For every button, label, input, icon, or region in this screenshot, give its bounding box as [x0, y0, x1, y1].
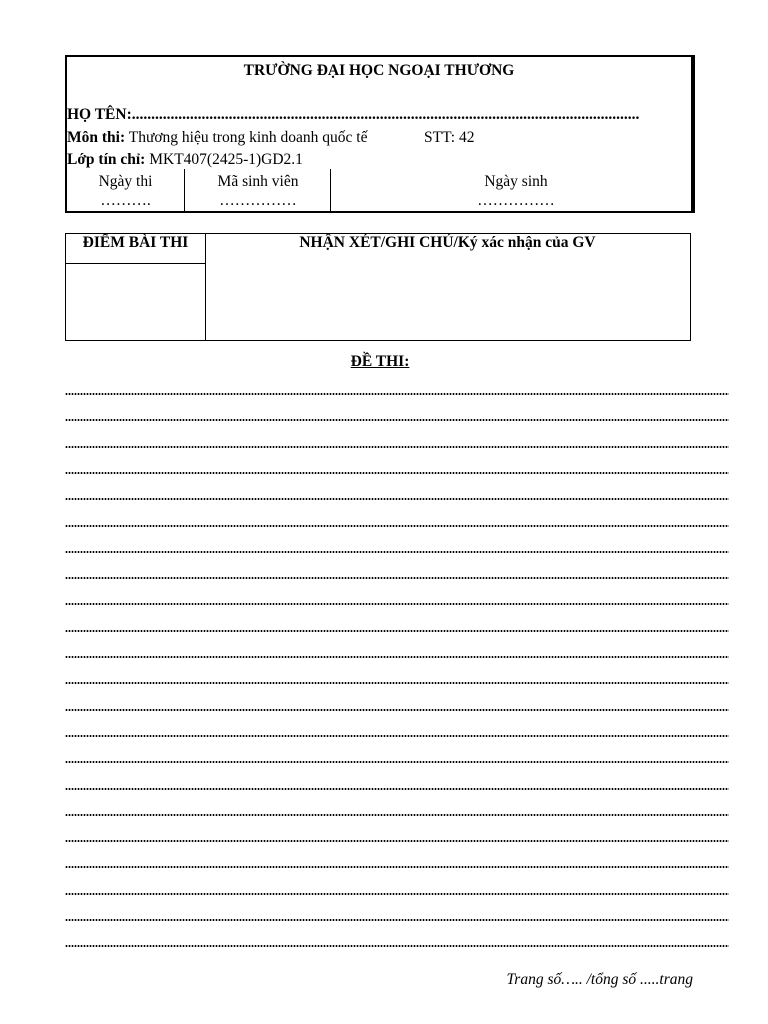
subject-value: Thương hiệu trong kinh doanh quốc tế: [128, 129, 368, 146]
answer-line[interactable]: [65, 446, 729, 448]
student-name-field[interactable]: ...................................................................................................................................: [131, 106, 640, 123]
class-line: [67, 151, 303, 169]
birth-date-field[interactable]: ……………: [477, 192, 555, 209]
class-value: MKT407(2425-1)GD2.1: [149, 151, 303, 168]
school-name: TRƯỜNG ĐẠI HỌC NGOẠI THƯƠNG: [243, 62, 515, 79]
exam-title: ĐỀ THI:: [350, 353, 410, 370]
exam-header-box: [65, 55, 693, 213]
answer-line[interactable]: [65, 393, 729, 395]
answer-line[interactable]: [65, 866, 729, 868]
stt-value: STT: 42: [424, 129, 475, 146]
student-id-cell: [184, 169, 331, 213]
answer-line[interactable]: [65, 945, 729, 947]
score-title: ĐIỂM BÀI THI: [66, 234, 205, 264]
student-id-field[interactable]: ……………: [219, 192, 297, 209]
student-name-line: [67, 106, 639, 124]
class-label: Lớp tín chỉ:: [67, 151, 146, 168]
answer-line[interactable]: [65, 498, 729, 500]
comment-title: NHẬN XÉT/GHI CHÚ/Ký xác nhận của GV: [299, 234, 596, 251]
answer-line[interactable]: [65, 682, 729, 684]
answer-line[interactable]: [65, 814, 729, 816]
birth-date-cell: [330, 169, 701, 213]
answer-line[interactable]: [65, 709, 729, 711]
page-number-footer: Trang số….. /tổng số .....trang: [506, 971, 693, 988]
answer-line[interactable]: [65, 919, 729, 921]
subject-line: [67, 129, 367, 147]
student-id-label: Mã sinh viên: [217, 173, 299, 190]
answer-line[interactable]: [65, 472, 729, 474]
answer-line[interactable]: [65, 735, 729, 737]
student-name-label: HỌ TÊN:: [67, 106, 132, 123]
answer-line[interactable]: [65, 419, 729, 421]
exam-date-field[interactable]: ……….: [100, 192, 151, 209]
score-column: [66, 234, 206, 340]
answer-line[interactable]: [65, 603, 729, 605]
answer-line[interactable]: [65, 840, 729, 842]
exam-date-label: Ngày thi: [98, 173, 153, 190]
answer-line[interactable]: [65, 551, 729, 553]
subject-label: Môn thi:: [67, 129, 126, 146]
answer-line[interactable]: [65, 893, 729, 895]
answer-line[interactable]: [65, 788, 729, 790]
exam-date-cell: [67, 169, 184, 213]
answer-line[interactable]: [65, 577, 729, 579]
answer-line[interactable]: [65, 525, 729, 527]
answer-line[interactable]: [65, 656, 729, 658]
answer-line[interactable]: [65, 761, 729, 763]
birth-date-label: Ngày sinh: [484, 173, 548, 190]
score-comment-box: [65, 233, 691, 341]
answer-line[interactable]: [65, 630, 729, 632]
